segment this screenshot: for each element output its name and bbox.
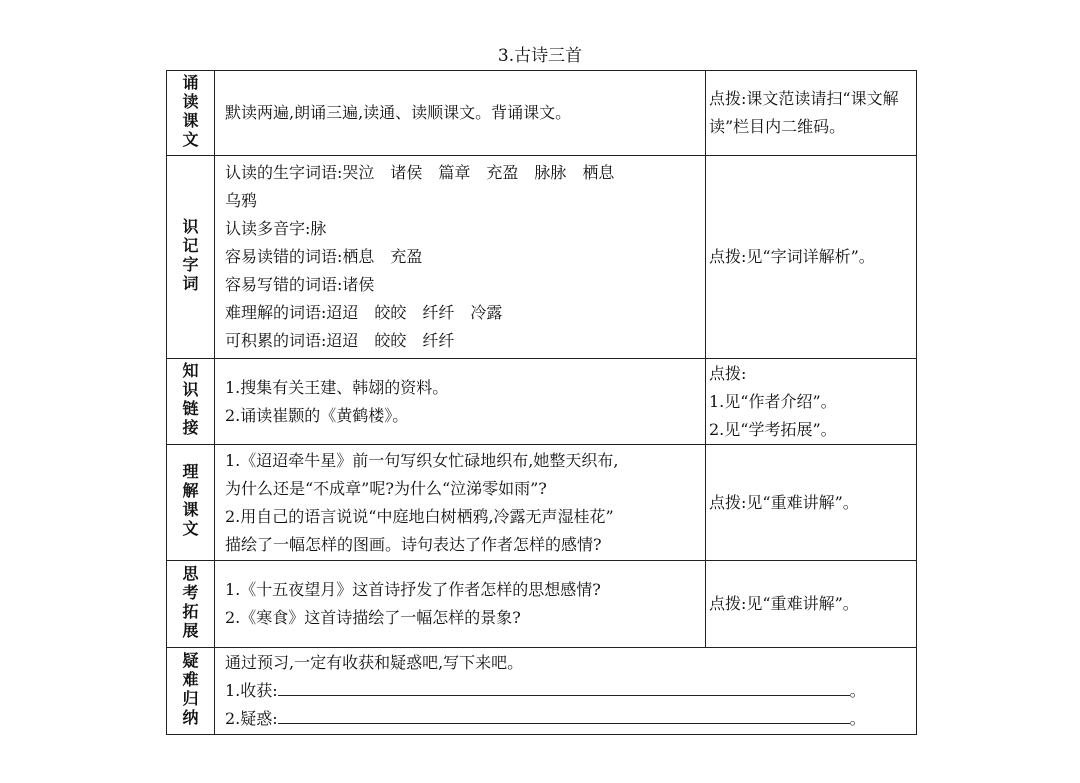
row-content-cell [215, 445, 706, 561]
table-row [167, 71, 917, 156]
tip-line: 点拨:见“重难讲解”。 [709, 492, 859, 512]
row-content-cell [215, 561, 706, 648]
content-line: 容易读错的词语:栖息 充盈 [225, 247, 423, 266]
doubt-label: 2.疑惑: [225, 709, 278, 728]
row-label-cell [167, 445, 215, 561]
table-row [167, 648, 917, 735]
doubt-blank[interactable] [278, 705, 850, 724]
table-row [167, 156, 917, 359]
harvest-end: 。 [849, 681, 866, 700]
harvest-blank[interactable] [278, 677, 850, 696]
row-label-cell [167, 561, 215, 648]
doubt-end: 。 [849, 709, 866, 728]
tip-line: 点拨:课文范读请扫“课文解读”栏目内二维码。 [709, 89, 899, 136]
table-row [167, 359, 917, 445]
row-label-cell [167, 156, 215, 359]
tip-line: 点拨: [709, 363, 747, 383]
content-line: 描绘了一幅怎样的图画。诗句表达了作者怎样的感情? [225, 534, 602, 554]
content-line: 1.《十五夜望月》这首诗抒发了作者怎样的思想感情? [225, 580, 601, 599]
row-label: 理解课文 [182, 462, 199, 538]
row-content-cell [215, 156, 706, 359]
study-table [166, 70, 917, 735]
content-line: 2.诵读崔颢的《黄鹤楼》。 [225, 405, 409, 425]
content-line: 可积累的词语:迢迢 皎皎 纤纤 [225, 331, 455, 350]
row-tip-cell [706, 561, 917, 648]
row-label-cell [167, 648, 215, 735]
row-label: 知识链接 [182, 361, 199, 437]
row-tip-cell [706, 359, 917, 445]
tip-line: 点拨:见“重难讲解”。 [709, 594, 859, 613]
row-label: 识记字词 [182, 216, 199, 293]
row-label: 诵读课文 [182, 72, 199, 149]
row-content-cell [215, 648, 917, 735]
page-title: 3.古诗三首 [497, 46, 583, 66]
table-row [167, 445, 917, 561]
tip-line: 点拨:见“字词详解析”。 [709, 247, 875, 266]
harvest-line[interactable] [225, 677, 912, 705]
row-label: 思考拓展 [182, 563, 199, 640]
content-line: 容易写错的词语:诸侯 [225, 275, 375, 294]
doubt-line[interactable] [225, 705, 912, 733]
row-content-cell [215, 71, 706, 156]
content-line: 难理解的词语:迢迢 皎皎 纤纤 冷露 [225, 303, 503, 322]
tip-line: 2.见“学考拓展”。 [709, 419, 837, 439]
content-line: 2.用自己的语言说说“中庭地白树栖鸦,冷露无声湿桂花” [225, 506, 614, 526]
row-tip-cell [706, 156, 917, 359]
row-tip-cell [706, 71, 917, 156]
content-line: 为什么还是“不成章”呢?为什么“泣涕零如雨”? [225, 478, 547, 498]
tip-line: 1.见“作者介绍”。 [709, 391, 837, 411]
content-line: 认读的生字词语:哭泣 诸侯 篇章 充盈 脉脉 栖息 [225, 163, 615, 182]
row-label-cell [167, 359, 215, 445]
content-line: 通过预习,一定有收获和疑惑吧,写下来吧。 [225, 653, 524, 672]
content-line: 认读多音字:脉 [225, 219, 327, 238]
row-label: 疑难归纳 [182, 650, 199, 727]
content-line: 乌鸦 [225, 191, 258, 210]
row-tip-cell [706, 445, 917, 561]
table-row [167, 561, 917, 648]
content-line: 1.《迢迢牵牛星》前一句写织女忙碌地织布,她整天织布, [225, 450, 619, 470]
content-line: 1.搜集有关王建、韩翃的资料。 [225, 377, 449, 397]
row-content-cell [215, 359, 706, 445]
row-label-cell [167, 71, 215, 156]
harvest-label: 1.收获: [225, 681, 278, 700]
content-line: 2.《寒食》这首诗描绘了一幅怎样的景象? [225, 608, 521, 627]
content-line: 默读两遍,朗诵三遍,读通、读顺课文。背诵课文。 [225, 103, 572, 122]
